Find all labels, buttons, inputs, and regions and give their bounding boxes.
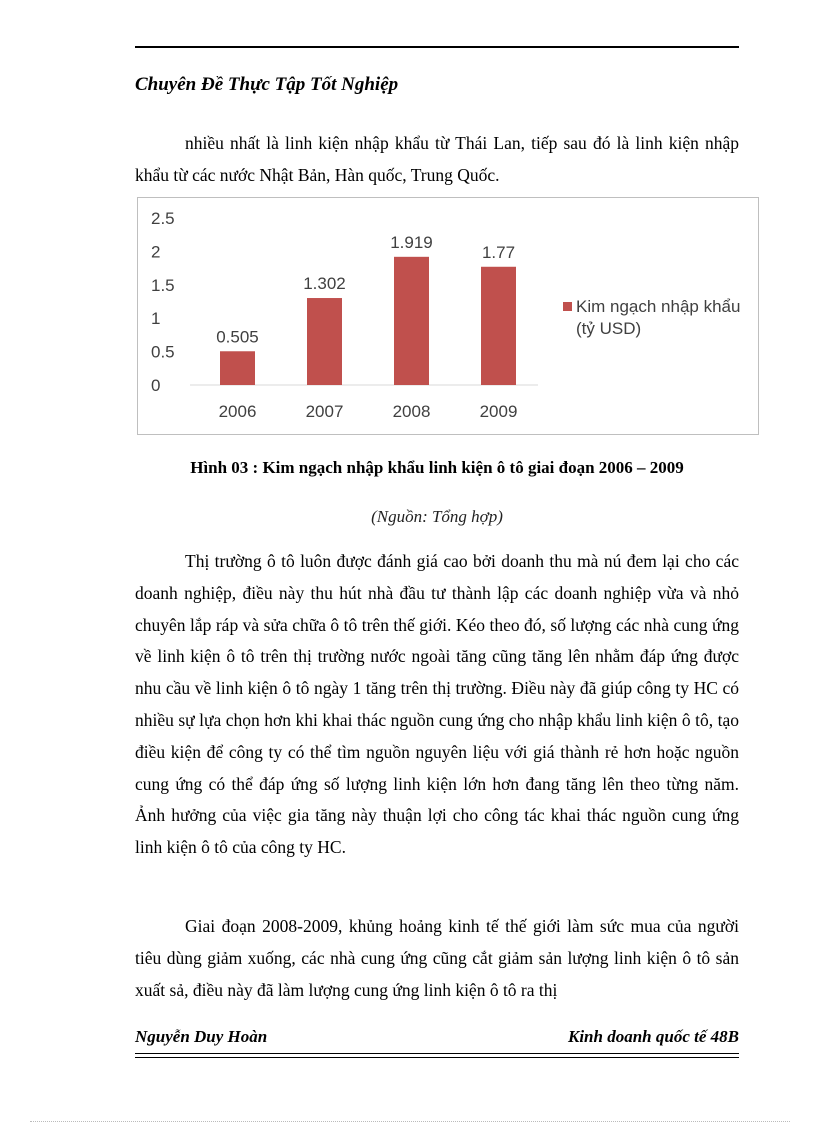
- header-rule: [135, 46, 739, 48]
- x-tick-label: 2006: [218, 402, 257, 421]
- legend-swatch: [563, 302, 572, 311]
- bar: [220, 351, 255, 385]
- data-label: 1.919: [390, 232, 433, 252]
- y-tick-label: 1: [151, 309, 161, 329]
- bar: [307, 298, 342, 385]
- y-tick-label: 1.5: [151, 275, 175, 295]
- y-tick-label: 2.5: [151, 209, 175, 228]
- legend-unit: (tỷ USD): [576, 319, 642, 338]
- bar: [394, 257, 429, 385]
- y-tick-label: 0: [151, 376, 161, 395]
- data-label: 0.505: [216, 327, 259, 347]
- bar: [481, 267, 516, 385]
- x-tick-label: 2008: [392, 402, 431, 421]
- bar-chart: [137, 197, 759, 435]
- footer-double-rule: [135, 1053, 739, 1058]
- y-tick-label: 2: [151, 242, 161, 262]
- paragraph-3: Giai đoạn 2008-2009, khủng hoảng kinh tế thế giới làm sức mua của người tiêu dùng giảm xuống, các nhà cung ứng cũng cắt giảm sản lượng linh kiện ô tô sản xuất sả, điều này đã làm lượng cung ứng linh kiện ô tô ra thị: [135, 916, 739, 1000]
- paragraph-2: Thị trường ô tô luôn được đánh giá cao bởi doanh thu mà nú đem lại cho các doanh nghiệp, điều này thu hút nhà đầu tư thành lập các doanh nghiệp vừa và nhỏ chuyên lắp ráp và sửa chữa ô tô trên thế giới. Kéo theo đó, số lượng các nhà cung ứng về linh kiện ô tô trên thị trường nước ngoài tăng cũng tăng lên nhằm đáp ứng được nhu cầu về linh kiện ô tô ngày 1 tăng trên thị trường. Điều này đã giúp công ty HC có nhiều sự lựa chọn hơn khi khai thác nguồn cung ứng cho nhập khẩu linh kiện ô tô, tạo điều kiện để công ty có thể tìm nguồn nguyên liệu với giá thành rẻ hơn hoặc nguồn cung ứng có thể đáp ứng số lượng linh kiện lớn hơn đang tăng lên theo từng năm. Ảnh hưởng của việc gia tăng này thuận lợi cho công tác khai thác nguồn cung ứng linh kiện ô tô của công ty HC.: [135, 551, 739, 858]
- footer-class: Kinh doanh quốc tế 48B: [568, 1027, 739, 1046]
- page-header-title: Chuyên Đề Thực Tập Tốt Nghiệp: [135, 74, 399, 95]
- paragraph-1: nhiều nhất là linh kiện nhập khẩu từ Thái Lan, tiếp sau đó là linh kiện nhập khẩu từ các nước Nhật Bản, Hàn quốc, Trung Quốc.: [135, 133, 739, 185]
- chart-canvas: [138, 198, 758, 434]
- x-tick-label: 2009: [479, 402, 518, 421]
- y-tick-label: 0.5: [151, 342, 175, 362]
- data-label: 1.302: [303, 274, 346, 294]
- figure-caption: Hình 03 : Kim ngạch nhập khẩu linh kiện ô tô giai đoạn 2006 – 2009: [190, 458, 684, 477]
- x-tick-label: 2007: [305, 402, 344, 421]
- figure-source: (Nguồn: Tổng hợp): [371, 507, 503, 526]
- footer-author: Nguyễn Duy Hoàn: [135, 1027, 268, 1046]
- legend-label: Kim ngạch nhập khẩu: [576, 297, 741, 316]
- data-label: 1.77: [481, 242, 516, 262]
- page-edge-dotted-line: [30, 1121, 790, 1122]
